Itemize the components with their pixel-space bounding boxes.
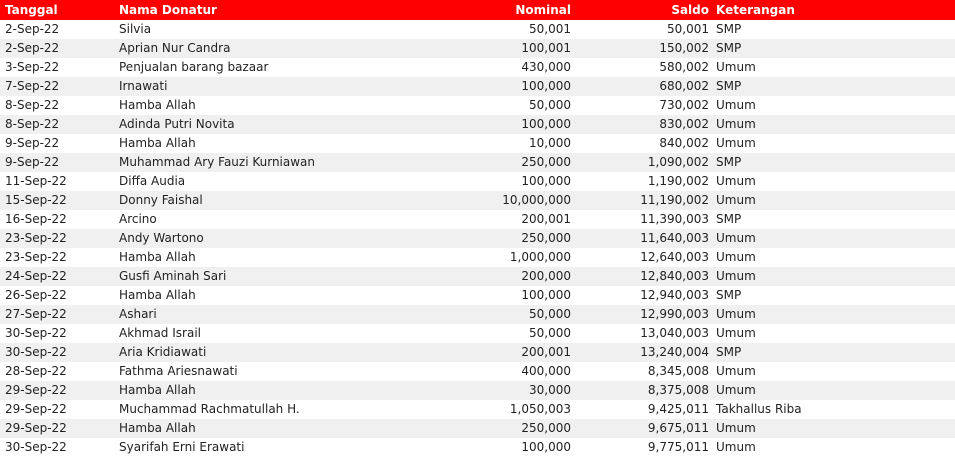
cell-saldo: 12,990,003 (640, 307, 709, 321)
cell-saldo: 12,640,003 (640, 250, 709, 264)
cell-keterangan: SMP (716, 155, 742, 169)
cell-tanggal: 11-Sep-22 (5, 174, 67, 188)
header-keterangan: Keterangan (716, 3, 795, 17)
cell-keterangan: Umum (716, 136, 756, 150)
cell-nama-donatur: Akhmad Israil (119, 326, 201, 340)
cell-nominal: 50,000 (529, 98, 571, 112)
cell-keterangan: Umum (716, 421, 756, 435)
cell-keterangan: Umum (716, 383, 756, 397)
cell-tanggal: 16-Sep-22 (5, 212, 67, 226)
cell-nama-donatur: Andy Wartono (119, 231, 204, 245)
cell-nominal: 1,000,000 (509, 250, 571, 264)
cell-saldo: 11,190,002 (640, 193, 709, 207)
table-row (0, 438, 955, 457)
cell-nama-donatur: Silvia (119, 22, 152, 36)
cell-keterangan: SMP (716, 288, 742, 302)
cell-tanggal: 8-Sep-22 (5, 117, 60, 131)
cell-nominal: 250,000 (521, 421, 571, 435)
cell-saldo: 830,002 (659, 117, 709, 131)
cell-saldo: 840,002 (659, 136, 709, 150)
cell-saldo: 730,002 (659, 98, 709, 112)
table-row (0, 115, 955, 134)
cell-keterangan: Umum (716, 98, 756, 112)
cell-nama-donatur: Muchammad Rachmatullah H. (119, 402, 300, 416)
header-row (0, 0, 955, 20)
cell-keterangan: SMP (716, 212, 742, 226)
cell-keterangan: Umum (716, 364, 756, 378)
cell-saldo: 9,775,011 (647, 440, 709, 454)
header-nama-donatur: Nama Donatur (119, 3, 217, 17)
table-row (0, 419, 955, 438)
cell-keterangan: Takhallus Riba (716, 402, 802, 416)
cell-saldo: 50,001 (667, 22, 709, 36)
cell-nama-donatur: Arcino (119, 212, 157, 226)
cell-nominal: 100,000 (521, 288, 571, 302)
cell-keterangan: Umum (716, 193, 756, 207)
cell-keterangan: SMP (716, 22, 742, 36)
table-row (0, 362, 955, 381)
cell-nama-donatur: Muhammad Ary Fauzi Kurniawan (119, 155, 316, 169)
cell-saldo: 11,640,003 (640, 231, 709, 245)
cell-saldo: 150,002 (659, 41, 709, 55)
table-row (0, 134, 955, 153)
table-row (0, 286, 955, 305)
cell-nominal: 100,000 (521, 440, 571, 454)
cell-nama-donatur: Adinda Putri Novita (119, 117, 235, 131)
cell-nominal: 100,001 (521, 41, 571, 55)
header-tanggal: Tanggal (5, 3, 58, 17)
cell-tanggal: 8-Sep-22 (5, 98, 60, 112)
cell-tanggal: 26-Sep-22 (5, 288, 67, 302)
table-row (0, 20, 955, 39)
cell-nama-donatur: Fathma Ariesnawati (119, 364, 238, 378)
table-row (0, 381, 955, 400)
cell-tanggal: 23-Sep-22 (5, 250, 67, 264)
table-row (0, 229, 955, 248)
cell-keterangan: Umum (716, 250, 756, 264)
table-row (0, 58, 955, 77)
cell-tanggal: 24-Sep-22 (5, 269, 67, 283)
table-row (0, 267, 955, 286)
cell-nominal: 30,000 (529, 383, 571, 397)
cell-nama-donatur: Hamba Allah (119, 250, 196, 264)
cell-nama-donatur: Syarifah Erni Erawati (119, 440, 245, 454)
cell-nominal: 1,050,003 (509, 402, 571, 416)
cell-nominal: 250,000 (521, 231, 571, 245)
cell-tanggal: 23-Sep-22 (5, 231, 67, 245)
cell-saldo: 9,425,011 (647, 402, 709, 416)
cell-tanggal: 29-Sep-22 (5, 421, 67, 435)
cell-tanggal: 7-Sep-22 (5, 79, 60, 93)
cell-tanggal: 9-Sep-22 (5, 136, 60, 150)
cell-nominal: 50,001 (529, 22, 571, 36)
header-nominal: Nominal (515, 3, 571, 17)
cell-nama-donatur: Diffa Audia (119, 174, 186, 188)
cell-tanggal: 15-Sep-22 (5, 193, 67, 207)
cell-keterangan: Umum (716, 307, 756, 321)
table-row (0, 172, 955, 191)
cell-nama-donatur: Aprian Nur Candra (119, 41, 231, 55)
cell-keterangan: Umum (716, 231, 756, 245)
header-saldo: Saldo (671, 3, 709, 17)
cell-nominal: 10,000 (529, 136, 571, 150)
cell-nominal: 400,000 (521, 364, 571, 378)
cell-keterangan: Umum (716, 269, 756, 283)
table-body (0, 20, 955, 457)
table-row (0, 96, 955, 115)
table-row (0, 400, 955, 419)
cell-nama-donatur: Hamba Allah (119, 383, 196, 397)
cell-saldo: 8,375,008 (647, 383, 709, 397)
table-row (0, 77, 955, 96)
cell-tanggal: 28-Sep-22 (5, 364, 67, 378)
cell-saldo: 9,675,011 (647, 421, 709, 435)
cell-saldo: 12,940,003 (640, 288, 709, 302)
cell-saldo: 13,240,004 (640, 345, 709, 359)
cell-keterangan: Umum (716, 326, 756, 340)
cell-saldo: 13,040,003 (640, 326, 709, 340)
cell-keterangan: Umum (716, 60, 756, 74)
table-row (0, 343, 955, 362)
cell-nominal: 250,000 (521, 155, 571, 169)
table-row (0, 305, 955, 324)
cell-tanggal: 9-Sep-22 (5, 155, 60, 169)
cell-nama-donatur: Ashari (119, 307, 157, 321)
cell-nama-donatur: Aria Kridiawati (119, 345, 207, 359)
cell-nama-donatur: Donny Faishal (119, 193, 203, 207)
cell-nominal: 200,001 (521, 212, 571, 226)
cell-nama-donatur: Hamba Allah (119, 288, 196, 302)
cell-tanggal: 27-Sep-22 (5, 307, 67, 321)
cell-nama-donatur: Hamba Allah (119, 136, 196, 150)
cell-nama-donatur: Penjualan barang bazaar (119, 60, 269, 74)
table-row (0, 210, 955, 229)
cell-tanggal: 30-Sep-22 (5, 345, 67, 359)
cell-nominal: 10,000,000 (502, 193, 571, 207)
cell-keterangan: SMP (716, 345, 742, 359)
cell-nominal: 100,000 (521, 79, 571, 93)
cell-nominal: 200,000 (521, 269, 571, 283)
cell-saldo: 580,002 (659, 60, 709, 74)
cell-tanggal: 29-Sep-22 (5, 402, 67, 416)
cell-saldo: 11,390,003 (640, 212, 709, 226)
table-header (0, 0, 955, 20)
cell-saldo: 1,090,002 (647, 155, 709, 169)
cell-tanggal: 30-Sep-22 (5, 440, 67, 454)
table-row (0, 39, 955, 58)
cell-nominal: 100,000 (521, 117, 571, 131)
cell-tanggal: 29-Sep-22 (5, 383, 67, 397)
cell-nama-donatur: Gusfi Aminah Sari (119, 269, 227, 283)
cell-nominal: 50,000 (529, 307, 571, 321)
cell-nominal: 100,000 (521, 174, 571, 188)
table-row (0, 191, 955, 210)
cell-saldo: 1,190,002 (647, 174, 709, 188)
table-row (0, 153, 955, 172)
cell-tanggal: 2-Sep-22 (5, 22, 60, 36)
cell-keterangan: Umum (716, 174, 756, 188)
cell-keterangan: Umum (716, 440, 756, 454)
cell-saldo: 8,345,008 (647, 364, 709, 378)
cell-tanggal: 2-Sep-22 (5, 41, 60, 55)
cell-nama-donatur: Irnawati (119, 79, 168, 93)
cell-saldo: 680,002 (659, 79, 709, 93)
cell-saldo: 12,840,003 (640, 269, 709, 283)
cell-nominal: 50,000 (529, 326, 571, 340)
cell-tanggal: 30-Sep-22 (5, 326, 67, 340)
cell-nama-donatur: Hamba Allah (119, 98, 196, 112)
cell-nama-donatur: Hamba Allah (119, 421, 196, 435)
table-row (0, 248, 955, 267)
cell-keterangan: SMP (716, 79, 742, 93)
cell-tanggal: 3-Sep-22 (5, 60, 60, 74)
cell-keterangan: SMP (716, 41, 742, 55)
table-row (0, 324, 955, 343)
cell-nominal: 430,000 (521, 60, 571, 74)
cell-nominal: 200,001 (521, 345, 571, 359)
cell-keterangan: Umum (716, 117, 756, 131)
